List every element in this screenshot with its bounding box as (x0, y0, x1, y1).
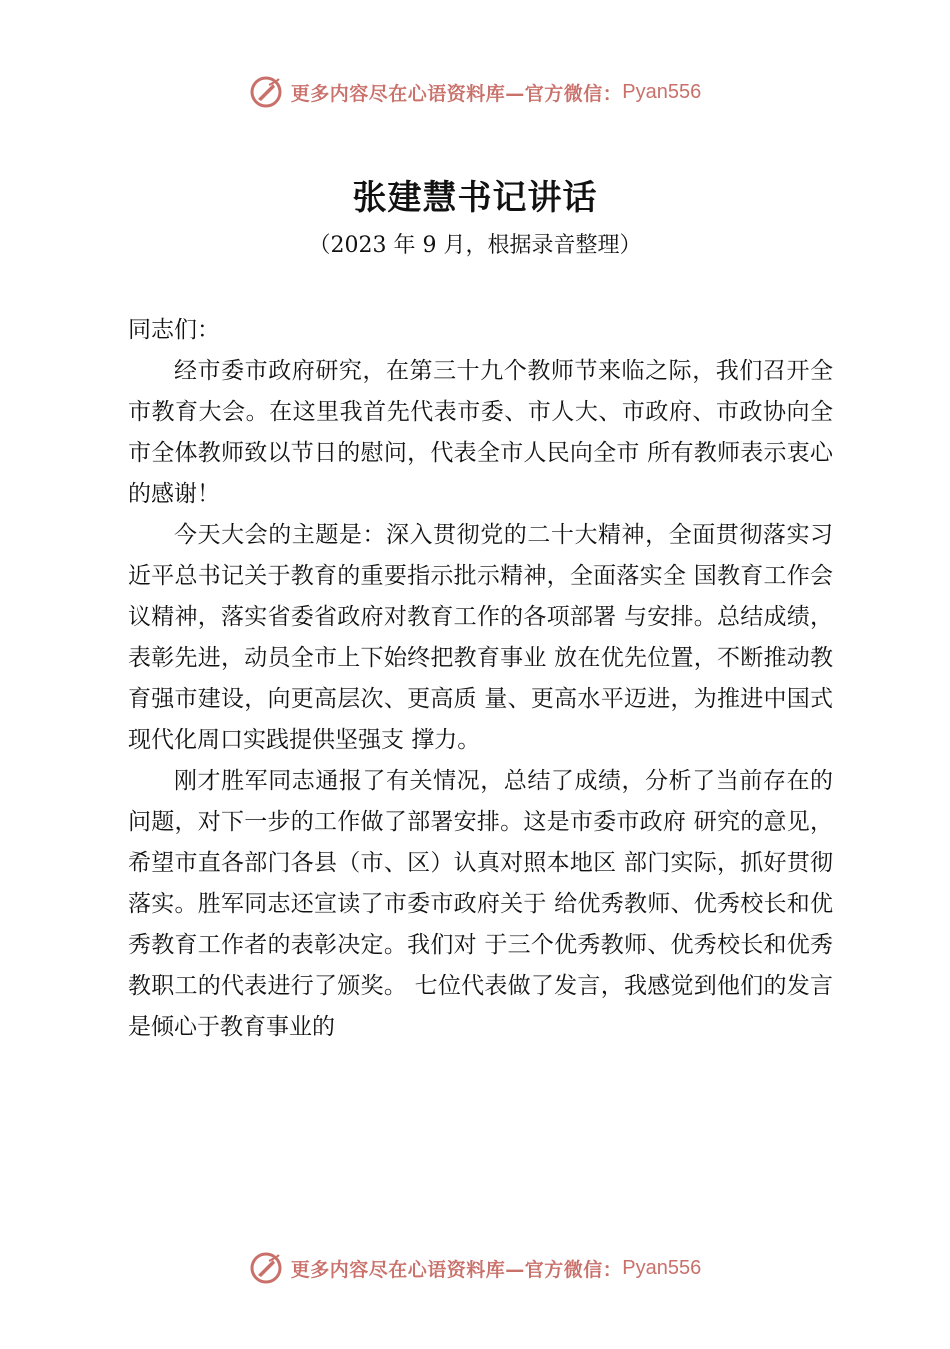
watermark-wechat-id: Pyan556 (622, 1256, 702, 1279)
watermark-wechat-id: Pyan556 (622, 80, 702, 103)
watermark-text: 更多内容尽在心语资料库—官方微信： (290, 1258, 623, 1281)
quill-logo-icon (249, 75, 283, 109)
document-title: 张建慧书记讲话 (352, 178, 598, 218)
quill-logo-icon (249, 1251, 283, 1285)
paragraph: 刚才胜军同志通报了有关情况，总结了成绩，分析了当前存在的问题，对下一步的工作做了部署安排。这是市委市政府 研究的意见，希望市直各部门各县（市、区）认真对照本地区 部门实际，抓好贯彻落实。胜军同志还宣读了市委市政府关于 给优秀教师、优秀校长和优秀教育工作者的表彰决定。我们对 于三个优秀教师、优秀校长和优秀教职工的代表进行了颁奖。 七位代表做了发言，我感觉到他们的发言是倾心于教育事业的 (128, 768, 833, 1040)
document-subtitle: （2023 年 9 月，根据录音整理） (308, 233, 642, 258)
footer-watermark (0, 1248, 950, 1288)
greeting: 同志们： (128, 317, 220, 343)
watermark-text: 更多内容尽在心语资料库—官方微信： (290, 82, 623, 105)
paragraph: 今天大会的主题是：深入贯彻党的二十大精神，全面贯彻落实习近平总书记关于教育的重要指示批示精神，全面落实全 国教育工作会议精神，落实省委省政府对教育工作的各项部署 与安排。总结成绩，表彰先进，动员全市上下始终把教育事业 放在优先位置，不断推动教育强市建设，向更高层次、更高质 量、更高水平迈进，为推进中国式现代化周口实践提供坚强支 撑力。 (128, 522, 833, 753)
document-body (128, 310, 833, 1048)
header-watermark (0, 72, 950, 112)
paragraph: 经市委市政府研究，在第三十九个教师节来临之际，我们召开全市教育大会。在这里我首先代表市委、市人大、市政府、市政协向全市全体教师致以节日的慰问，代表全市人民向全市 所有教师表示衷心的感谢！ (128, 358, 833, 507)
